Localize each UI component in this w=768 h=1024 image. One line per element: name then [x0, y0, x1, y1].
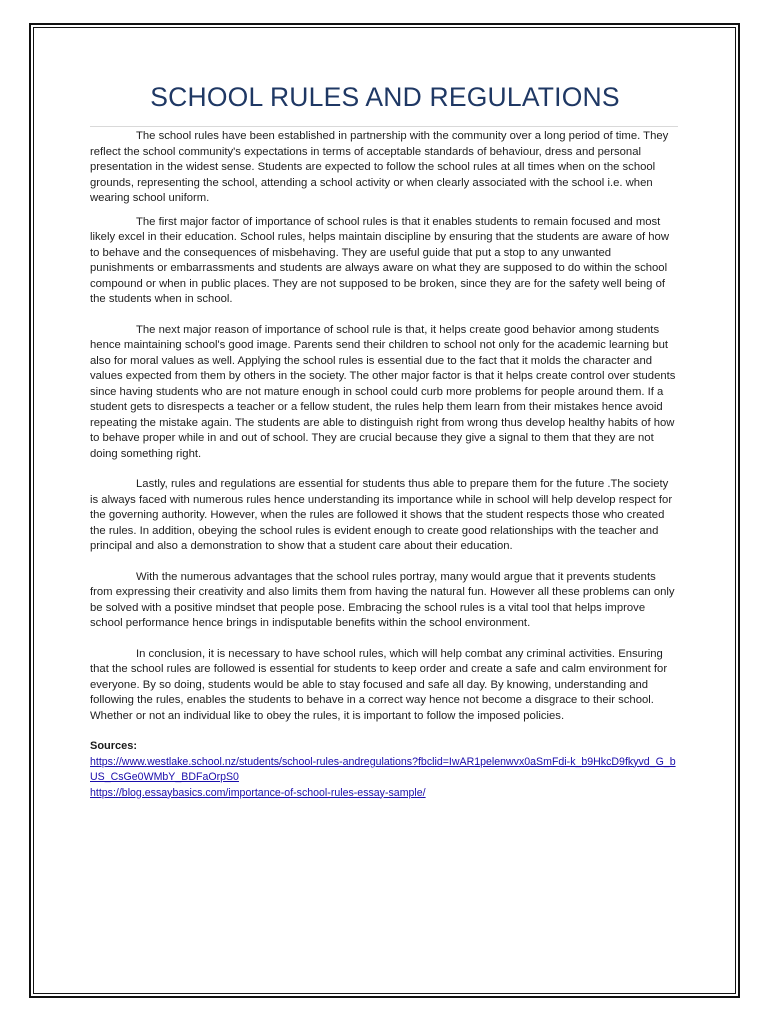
sources-label: Sources:: [90, 740, 138, 752]
document-body: [90, 129, 678, 801]
paragraph-conclusion: In conclusion, it is necessary to have school rules, which will help combat any criminal activities. Ensuring that the school rules are followed is essential for students to keep order and create a safe and calm environment for everyone. By so doing, students would be able to stay focused and safe all day. By knowing, understanding and following the rules, enables the students to behave in a correct way hence not become a disgrace to their school. Whether or not an individual like to obey the rules, it is important to follow the imposed policies.: [90, 647, 668, 722]
source-link-westlake[interactable]: https://www.westlake.school.nz/students/school-rules-andregulations?fbclid=IwAR1pelenwvx0aSmFdi-k_b9HkcD9fkyvd_G_bUS_CsGe0WMbY_BDFaOrpS0: [90, 755, 676, 783]
paragraph-intro: The school rules have been established in partnership with the community over a long period of time. They reflect the school community's expectations in terms of acceptable standards of behaviour, dress and personal presentation in the widest sense. Students are expected to follow the school rules at all times when on the school grounds, representing the school, attending a school activity or when clearly associated with the school i.e. when wearing school uniform.: [90, 130, 669, 204]
title-divider: [90, 126, 678, 127]
paragraph-future: Lastly, rules and regulations are essential for students thus able to prepare them for the future .The society is always faced with numerous rules hence understanding its importance while in school will help develop respect for the governing authority. However, when the rules are followed it shows that the student respects those who created the rules. In addition, obeying the school rules is evident enough to create good relationships with the teacher and principal and also a demonstration to show that a student care about their education.: [90, 478, 673, 552]
paragraph-advantages: With the numerous advantages that the school rules portray, many would argue that it prevents students from expressing their creativity and also limits them from having the natural fun. However all these problems can only be solved with a positive mindset that people pose. Embracing the school rules is a vital tool that helps improve school performance hence brings in indisputable benefits within the school environment.: [90, 570, 675, 629]
paragraph-behavior: The next major reason of importance of school rule is that, it helps create good behavior among students hence maintaining school's good image. Parents send their children to school not only for the academic learning but also for moral values as well. Applying the school rules is essential due to the fact that it molds the character and values expected from them by others in the society. The other major factor is that it helps create control over students since having students who are not mature enough in school could curb more problems for people around them. If a student gets to disrespects a teacher or a fellow student, the rules help them learn from their mistakes hence avoid repeating the mistake again. The students are able to distinguish right from wrong thus develop healthy habits of how to behave proper while in and out of school. They are crucial because they give a signal to them that they are not doing something right.: [90, 323, 676, 460]
page-title: SCHOOL RULES AND REGULATIONS: [150, 82, 620, 112]
paragraph-focus: The first major factor of importance of school rules is that it enables students to remain focused and most likely excel in their education. School rules, helps maintain discipline by ensuring that the students are aware of how to behave and the consequences of misbehaving. They are useful guide that put a stop to any unwanted punishments or embarrassments and students are always aware on what they are supposed to do within the school compound or when in public places. They are not supposed to be broken, since they are for the safety well being of the students when in school.: [90, 215, 669, 305]
source-link-essaybasics[interactable]: https://blog.essaybasics.com/importance-of-school-rules-essay-sample/: [90, 786, 426, 799]
sources-section: [90, 739, 678, 801]
